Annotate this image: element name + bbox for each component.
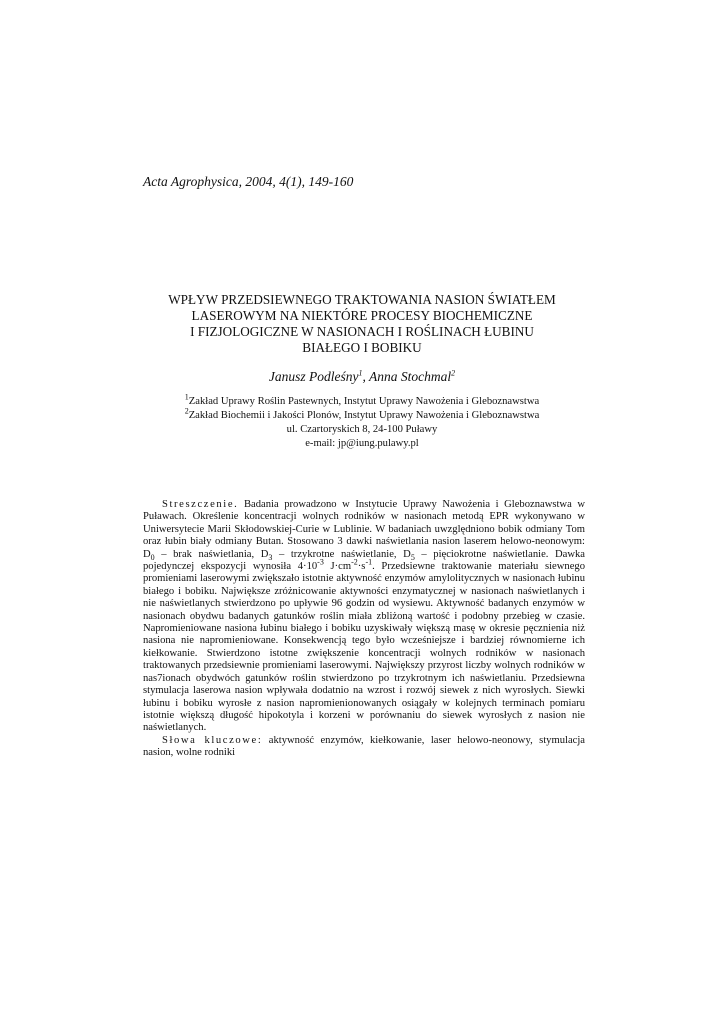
paper-title [140, 292, 584, 356]
affiliation-text: Zakład Uprawy Roślin Pastewnych, Instytut Uprawy Nawożenia i Gleboznawstwa [188, 396, 540, 407]
author-name: Anna Stochmal [369, 369, 452, 384]
keywords-heading: Słowa kluczowe: [162, 734, 263, 746]
affiliations [140, 392, 584, 451]
title-line: I FIZJOLOGICZNE W NASIONACH I ROŚLINACH ŁUBINU [190, 324, 534, 339]
title-line: WPŁYW PRZEDSIEWNEGO TRAKTOWANIA NASION ŚWIATŁEM [168, 292, 556, 307]
abstract-text: – pięciokrotne naświetlanie. Dawka pojedynczej ekspozycji wynosiła 4·10 [143, 548, 586, 573]
keywords-text: aktywność enzymów, kiełkowanie, laser helowo-neonowy, stymulacja nasion, wolne rodniki [143, 734, 585, 759]
address: ul. Czartoryskich 8, 24-100 Puławy [286, 424, 438, 435]
title-line: LASEROWYM NA NIEKTÓRE PROCESY BIOCHEMICZNE [191, 308, 533, 323]
affiliation-text: Zakład Biochemii i Jakości Plonów, Instytut Uprawy Nawożenia i Gleboznawstwa [188, 410, 540, 421]
author-name: Janusz Podleśny [268, 369, 359, 384]
abstract-heading: Streszczenie. [162, 499, 239, 510]
authors [140, 369, 584, 385]
exponent: -1 [365, 557, 373, 567]
abstract-text: . Przedsiewne traktowanie materiału siewnego promieniami laserowymi zwiększało istotnie aktywność enzymów amylolitycznych w nasionach łubinu białego i bobiku. Największe zróżnicowanie aktywności enzymatycznej w nasionach naświetlanych i nie naświetlanych stwierdzono po upływie 96 godzin od wysiewu. Aktywność badanych enzymów w nasionach obydwu badanych gatunków roślin miała zbliżoną wartość i podobny przebieg w czasie. Napromieniowane nasiona łubinu białego i bobiku uzyskiwały większą masę w okresie pęcznienia niż nasiona nie napromieniowane. Konsekwencją tego było wcześniejsze i bardziej równomierne ich kiełkowanie. Stwierdzono istotne zwiększenie koncentracji wolnych rodników w nasionach traktowanych przedsiewnie promieniami laserowymi. Największy przyrost liczby wolnych rodników w nas7ionach obydwóch gatunków roślin stwierdzono po trzykrotnym ich naświetlaniu. Przedsiewna stymulacja laserowa nasion wpływała dodatnio na wzrost i rozwój siewek z nich wyrosłych. Siewki łubinu i bobiku wyrosłe z nasion napromienionowanych osiągały w kolejnych terminach pomiaru istotnie większą długość hipokotyla i korzeni w porównaniu do siewek wyrosłych z nasion nie naświetlanych. [143, 561, 585, 734]
dose-subscript: 0 [150, 552, 155, 562]
affiliation-line [140, 392, 584, 409]
abstract [143, 499, 585, 760]
abstract-text: ·s [357, 561, 366, 573]
author-superscript: 1 [358, 368, 363, 378]
abstract-text: Badania prowadzono w Instytucie Uprawy Nawożenia i Gleboznawstwa w Puławach. Określenie koncentracji wolnych rodników w nasionach metodą EPR wykonywano w Uniwersytecie Marii Skłodowskiej-Curie w Lublinie. W badaniach uwzględniono bobik odmiany Tom oraz łubin biały odmiany Butan. Stosowano 3 dawki naświetlania nasion laserem helowo-neonowym: D [143, 499, 585, 560]
keywords-paragraph [143, 735, 585, 760]
title-line: BIAŁEGO I BOBIKU [302, 340, 422, 355]
abstract-text: – brak naświetlania, D [154, 548, 269, 560]
abstract-text: J·cm [323, 561, 352, 573]
dose-subscript: 3 [268, 552, 273, 562]
author-separator: , [362, 369, 369, 384]
affiliation-line [140, 406, 584, 423]
exponent: -3 [317, 557, 324, 567]
author-superscript: 2 [451, 368, 456, 378]
affiliation-superscript: 1 [184, 392, 189, 402]
abstract-paragraph [143, 499, 585, 735]
abstract-text: – trzykrotne naświetlanie, D [272, 548, 411, 560]
journal-reference: Acta Agrophysica, 2004, 4(1), 149-160 [143, 174, 354, 189]
exponent: -2 [351, 557, 358, 567]
affiliation-superscript: 2 [184, 406, 189, 416]
dose-subscript: 5 [410, 552, 415, 562]
email: e-mail: jp@iung.pulawy.pl [305, 438, 419, 449]
